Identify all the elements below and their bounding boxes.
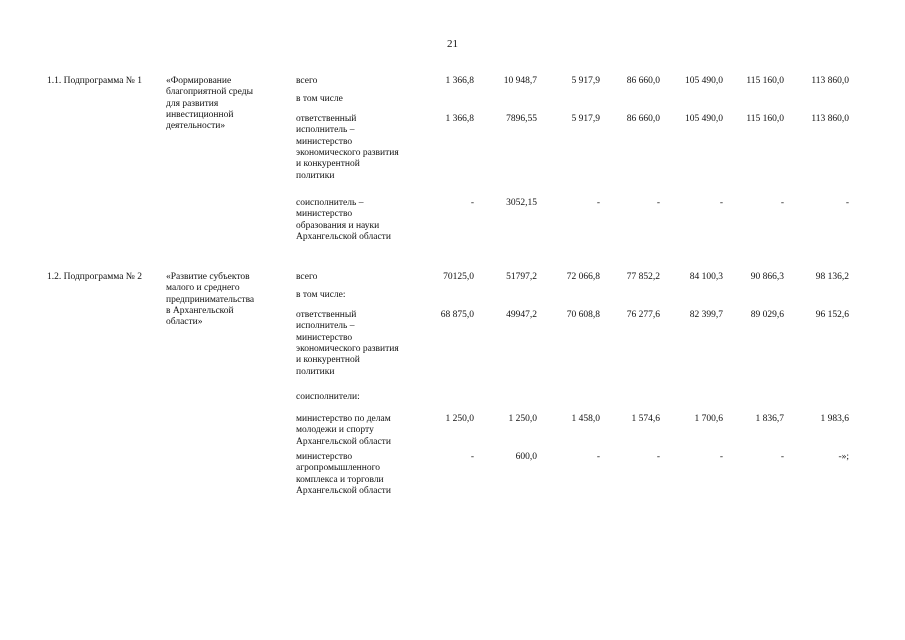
amount-cell: 600,0 — [515, 452, 537, 462]
row-label-line: Архангельской области — [296, 436, 391, 447]
amount-cell: 96 152,6 — [815, 310, 849, 320]
amount-cell: - — [780, 198, 784, 208]
subprogram-title-line: «Формирование — [166, 76, 232, 86]
amount-cell: - — [719, 198, 723, 208]
amount-cell: 82 399,7 — [689, 310, 723, 320]
amount-cell: 70125,0 — [443, 272, 474, 282]
amount-cell: 1 366,8 — [445, 114, 474, 124]
amount-cell: 1 250,0 — [508, 414, 537, 424]
amount-cell: 1 366,8 — [445, 76, 474, 86]
amount-cell: 3052,15 — [506, 198, 537, 208]
amount-cell: - — [596, 452, 600, 462]
amount-cell: - — [656, 198, 660, 208]
amount-cell: 1 836,7 — [755, 414, 784, 424]
row-label-line: ответственный — [296, 310, 357, 320]
amount-cell: 84 100,3 — [689, 272, 723, 282]
row-label-line: министерство — [296, 452, 353, 462]
row-label-line: политики — [296, 366, 335, 377]
amount-cell: 105 490,0 — [685, 114, 723, 124]
row-label-line: в том числе — [296, 94, 343, 104]
amount-cell: - — [470, 198, 474, 208]
subprogram-code: 1.1. Подпрограмма № 1 — [47, 76, 142, 86]
amount-cell: 10 948,7 — [503, 76, 537, 86]
amount-cell: 1 574,6 — [631, 414, 660, 424]
row-label-line: экономического развития — [296, 343, 399, 354]
row-label-line: и конкурентной — [296, 159, 360, 170]
subprogram-title-line: деятельности» — [166, 121, 226, 132]
amount-cell: 105 490,0 — [685, 76, 723, 86]
amount-cell: 1 983,6 — [820, 414, 849, 424]
row-label-line: комплекса и торговли — [296, 474, 384, 485]
row-label-line: министерство — [296, 332, 353, 343]
amount-cell: 1 250,0 — [445, 414, 474, 424]
amount-cell: 115 160,0 — [746, 114, 784, 124]
subprogram-title-line: области» — [166, 317, 203, 328]
subprogram-title-line: для развития — [166, 98, 219, 109]
page-number: 21 — [447, 38, 458, 50]
amount-cell: 77 852,2 — [626, 272, 660, 282]
row-label-line: министерство по делам — [296, 414, 391, 424]
amount-cell: - — [470, 452, 474, 462]
amount-cell: 115 160,0 — [746, 76, 784, 86]
amount-cell: 70 608,8 — [566, 310, 600, 320]
row-label-line: соисполнители: — [296, 392, 360, 402]
row-label-line: и конкурентной — [296, 355, 360, 366]
row-label-line: исполнитель – — [296, 125, 355, 136]
row-label-line: в том числе: — [296, 290, 346, 300]
row-label-line: агропромышленного — [296, 463, 381, 474]
row-label-line: всего — [296, 76, 318, 86]
subprogram-title-line: благоприятной среды — [166, 87, 253, 98]
row-label-line: экономического развития — [296, 147, 399, 158]
row-label-line: молодежи и спорту — [296, 425, 374, 436]
amount-cell: 7896,55 — [506, 114, 537, 124]
subprogram-title-line: в Архангельской — [166, 305, 234, 316]
amount-cell: 89 029,6 — [750, 310, 784, 320]
amount-cell: - — [656, 452, 660, 462]
amount-cell: - — [596, 198, 600, 208]
amount-cell: - — [719, 452, 723, 462]
subprogram-title-line: предпринимательства — [166, 294, 255, 305]
amount-cell: 90 866,3 — [750, 272, 784, 282]
amount-cell: 5 917,9 — [571, 114, 600, 124]
subprogram-title-line: инвестиционной — [166, 109, 234, 120]
amount-cell: 113 860,0 — [811, 76, 849, 86]
row-label-line: Архангельской области — [296, 231, 391, 242]
subprogram-title-line: «Развитие субъектов — [166, 272, 250, 282]
amount-cell: 113 860,0 — [811, 114, 849, 124]
row-label-line: всего — [296, 272, 318, 282]
row-label-line: министерство — [296, 136, 353, 147]
subprogram-title-line: малого и среднего — [166, 283, 240, 294]
amount-cell: 76 277,6 — [626, 310, 660, 320]
amount-cell: 51797,2 — [506, 272, 537, 282]
amount-cell: -»; — [838, 452, 849, 462]
amount-cell: 1 458,0 — [571, 414, 600, 424]
amount-cell: 68 875,0 — [440, 310, 474, 320]
amount-cell: - — [780, 452, 784, 462]
amount-cell: 49947,2 — [506, 310, 537, 320]
amount-cell: 86 660,0 — [626, 76, 660, 86]
row-label-line: министерство — [296, 209, 353, 220]
subprogram-code: 1.2. Подпрограмма № 2 — [47, 272, 142, 282]
amount-cell: 5 917,9 — [571, 76, 600, 86]
row-label-line: ответственный — [296, 114, 357, 124]
row-label-line: Архангельской области — [296, 485, 391, 496]
row-label-line: соисполнитель – — [296, 198, 364, 208]
row-label-line: политики — [296, 170, 335, 181]
row-label-line: образования и науки — [296, 220, 380, 231]
amount-cell: 1 700,6 — [694, 414, 723, 424]
amount-cell: - — [845, 198, 849, 208]
row-label-line: исполнитель – — [296, 321, 355, 332]
amount-cell: 72 066,8 — [566, 272, 600, 282]
amount-cell: 98 136,2 — [815, 272, 849, 282]
amount-cell: 86 660,0 — [626, 114, 660, 124]
